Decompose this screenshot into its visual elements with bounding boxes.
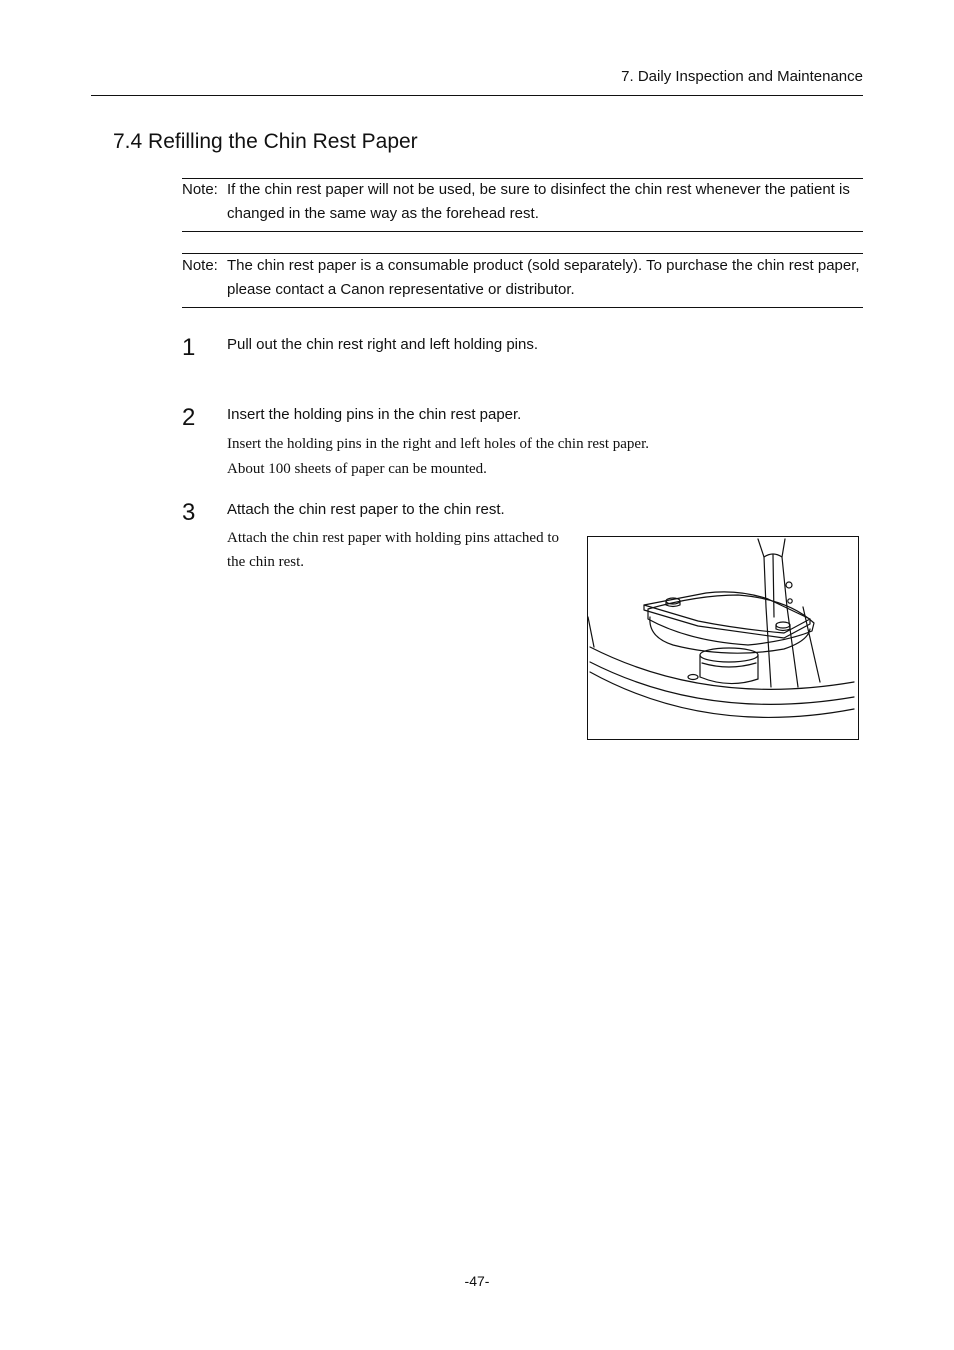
note-bottom-rule bbox=[182, 307, 863, 308]
chin-rest-drawing bbox=[588, 537, 857, 738]
step-number: 3 bbox=[182, 499, 196, 526]
step-detail: the chin rest. bbox=[227, 554, 305, 570]
step-title: Pull out the chin rest right and left holding pins. bbox=[227, 336, 539, 353]
note-bottom-rule bbox=[182, 231, 863, 232]
page-number: -47- bbox=[464, 1273, 490, 1289]
running-header: 7. Daily Inspection and Maintenance bbox=[621, 68, 863, 85]
step-number: 1 bbox=[182, 334, 196, 361]
note-label: Note: bbox=[182, 181, 218, 198]
note-label: Note: bbox=[182, 257, 218, 274]
step-detail: Insert the holding pins in the right and left holes of the chin rest paper. bbox=[227, 436, 649, 452]
note-box bbox=[182, 254, 863, 302]
step-detail: Attach the chin rest paper with holding pins attached to bbox=[227, 530, 559, 546]
section-title: 7.4 Refilling the Chin Rest Paper bbox=[113, 130, 418, 153]
note-text: If the chin rest paper will not be used, be sure to disinfect the chin rest whenever the patient is changed in the same way as the forehead rest. bbox=[227, 181, 850, 222]
step-title: Insert the holding pins in the chin rest paper. bbox=[227, 406, 522, 423]
header-rule bbox=[91, 95, 863, 96]
note-text: The chin rest paper is a consumable product (sold separately). To purchase the chin rest paper, please contact a Canon representative or distributor. bbox=[227, 257, 860, 298]
step-number: 2 bbox=[182, 404, 196, 431]
step-detail: About 100 sheets of paper can be mounted. bbox=[227, 461, 487, 477]
chin-rest-illustration bbox=[587, 536, 859, 740]
step-title: Attach the chin rest paper to the chin rest. bbox=[227, 501, 505, 518]
note-box bbox=[182, 178, 863, 226]
